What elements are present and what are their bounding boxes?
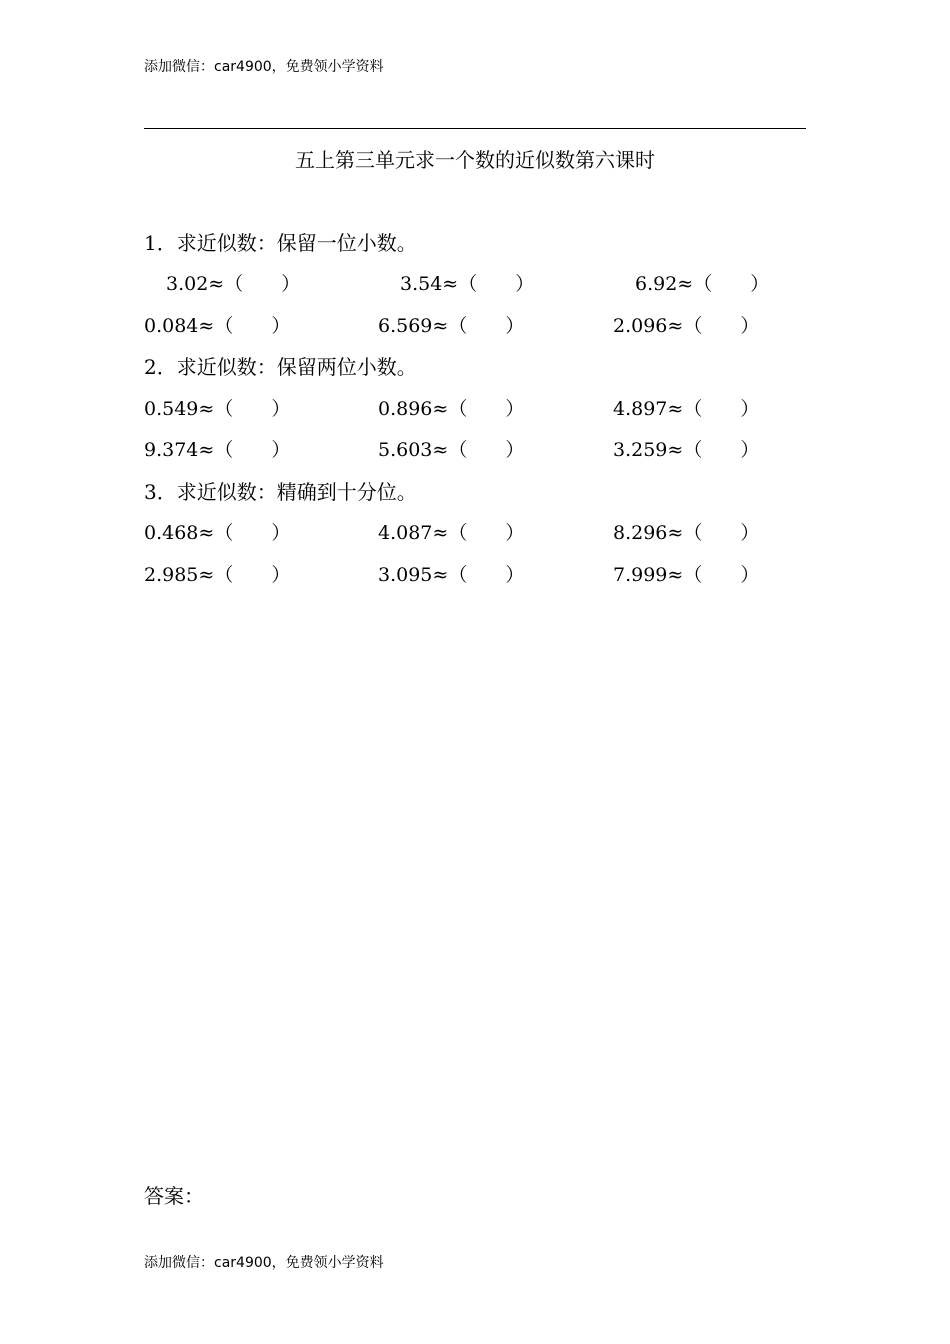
answer-label: 答案： bbox=[144, 1184, 204, 1208]
problem-2-6: 3.259≈（ ） bbox=[613, 439, 760, 461]
problem-2-5: 5.603≈（ ） bbox=[378, 439, 525, 461]
problem-2-3: 4.897≈（ ） bbox=[613, 398, 760, 420]
problem-1-4: 0.084≈（ ） bbox=[144, 315, 291, 337]
problem-3-2: 4.087≈（ ） bbox=[378, 522, 525, 544]
section-3-heading: 3．求近似数：精确到十分位。 bbox=[144, 480, 417, 504]
problem-3-6: 7.999≈（ ） bbox=[613, 564, 760, 586]
problem-3-1: 0.468≈（ ） bbox=[144, 522, 291, 544]
header-divider bbox=[144, 128, 806, 129]
problem-3-4: 2.985≈（ ） bbox=[144, 564, 291, 586]
section-1-heading: 1．求近似数：保留一位小数。 bbox=[144, 231, 417, 255]
problem-3-5: 3.095≈（ ） bbox=[378, 564, 525, 586]
footer-note: 添加微信：car4900，免费领小学资料 bbox=[144, 1255, 384, 1271]
problem-1-5: 6.569≈（ ） bbox=[378, 315, 525, 337]
problem-1-2: 3.54≈（ ） bbox=[400, 273, 535, 295]
header-note: 添加微信：car4900，免费领小学资料 bbox=[144, 59, 384, 75]
problem-3-3: 8.296≈（ ） bbox=[613, 522, 760, 544]
problem-1-3: 6.92≈（ ） bbox=[635, 273, 770, 295]
problem-2-1: 0.549≈（ ） bbox=[144, 398, 291, 420]
page-title: 五上第三单元求一个数的近似数第六课时 bbox=[295, 148, 655, 172]
problem-2-2: 0.896≈（ ） bbox=[378, 398, 525, 420]
problem-2-4: 9.374≈（ ） bbox=[144, 439, 291, 461]
problem-1-6: 2.096≈（ ） bbox=[613, 315, 760, 337]
problem-1-1: 3.02≈（ ） bbox=[166, 273, 301, 295]
section-2-heading: 2．求近似数：保留两位小数。 bbox=[144, 355, 417, 379]
